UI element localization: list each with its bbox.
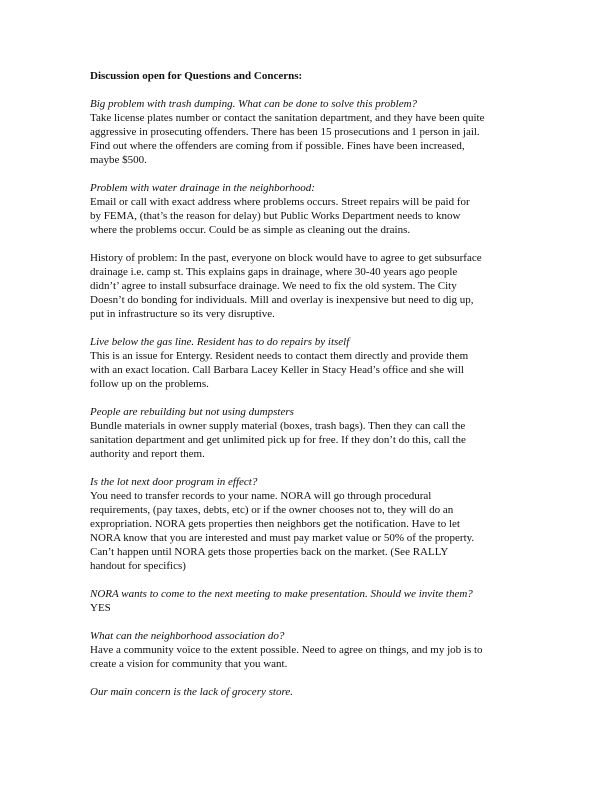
answer-line: NORA know that you are interested and must pay market value or 50% of the property. (90, 532, 475, 544)
answer-line: put in infrastructure so its very disruptive. (90, 308, 275, 320)
section-grocery-store (90, 685, 530, 699)
answer-line: expropriation. NORA gets properties then neighbors get the notification. Have to let (90, 518, 460, 530)
answer-line: handout for specifics) (90, 560, 186, 572)
answer-line: sanitation department and get unlimited pick up for free. If they don’t do this, call the (90, 434, 466, 446)
section-water-drainage (90, 181, 530, 237)
section-gas-line (90, 335, 530, 391)
answer-line: follow up on the problems. (90, 378, 209, 390)
answer-lot-next-door (90, 489, 530, 573)
answer-line: You need to transfer records to your name. NORA will go through procedural (90, 490, 432, 502)
answer-line: Email or call with exact address where problems occurs. Street repairs will be paid for (90, 196, 470, 208)
question-trash-dumping: Big problem with trash dumping. What can be done to solve this problem? (90, 98, 418, 110)
answer-gas-line (90, 349, 530, 391)
answer-line: where the problems occur. Could be as simple as cleaning out the drains. (90, 224, 411, 236)
answer-line: maybe $500. (90, 154, 147, 166)
answer-line: with an exact location. Call Barbara Lacey Keller in Stacy Head’s office and she will (90, 364, 464, 376)
question-dumpsters: People are rebuilding but not using dumpsters (90, 406, 294, 418)
answer-line: Find out where the offenders are coming from if possible. Fines have been increased, (90, 140, 465, 152)
answer-line: Take license plates number or contact the sanitation department, and they have been quite (90, 112, 485, 124)
section-history-of-problem (90, 251, 530, 321)
document-page (90, 69, 530, 713)
answer-line: YES (90, 602, 111, 614)
question-water-drainage: Problem with water drainage in the neighborhood: (90, 182, 315, 194)
answer-water-drainage (90, 195, 530, 237)
answer-line: drainage i.e. camp st. This explains gaps in drainage, where 30-40 years ago people (90, 266, 458, 278)
answer-dumpsters (90, 419, 530, 461)
answer-line: authority and report them. (90, 448, 205, 460)
discussion-heading: Discussion open for Questions and Concerns: (90, 70, 303, 82)
question-neighborhood-association: What can the neighborhood association do? (90, 630, 285, 642)
answer-neighborhood-association (90, 643, 530, 671)
history-paragraph (90, 251, 530, 321)
answer-line: Doesn’t do bonding for individuals. Mill and overlay is inexpensive but need to dig up, (90, 294, 474, 306)
answer-line: didn’t’ agree to install subsurface drainage. We need to fix the old system. The City (90, 280, 457, 292)
question-lot-next-door: Is the lot next door program in effect? (90, 476, 258, 488)
answer-line: Can’t happen until NORA gets those properties back on the market. (See RALLY (90, 546, 449, 558)
concern-grocery-store: Our main concern is the lack of grocery store. (90, 686, 293, 698)
answer-line: This is an issue for Entergy. Resident needs to contact them directly and provide them (90, 350, 469, 362)
answer-line: aggressive in prosecuting offenders. There has been 15 prosecutions and 1 person in jail. (90, 126, 480, 138)
section-neighborhood-association (90, 629, 530, 671)
section-trash-dumping (90, 97, 530, 167)
answer-line: create a vision for community that you want. (90, 658, 288, 670)
answer-line: Bundle materials in owner supply material (boxes, trash bags). Then they can call the (90, 420, 466, 432)
answer-trash-dumping (90, 111, 530, 167)
answer-nora-presentation (90, 601, 530, 615)
section-dumpsters (90, 405, 530, 461)
section-lot-next-door (90, 475, 530, 573)
answer-line: by FEMA, (that’s the reason for delay) but Public Works Department needs to know (90, 210, 461, 222)
question-nora-presentation: NORA wants to come to the next meeting to make presentation. Should we invite them? (90, 588, 473, 600)
question-gas-line: Live below the gas line. Resident has to do repairs by itself (90, 336, 350, 348)
answer-line: History of problem: In the past, everyone on block would have to agree to get subsurface (90, 252, 482, 264)
answer-line: Have a community voice to the extent possible. Need to agree on things, and my job is to (90, 644, 483, 656)
section-nora-presentation (90, 587, 530, 615)
answer-line: requirements, (pay taxes, debts, etc) or if the owner chooses not to, they will do an (90, 504, 454, 516)
